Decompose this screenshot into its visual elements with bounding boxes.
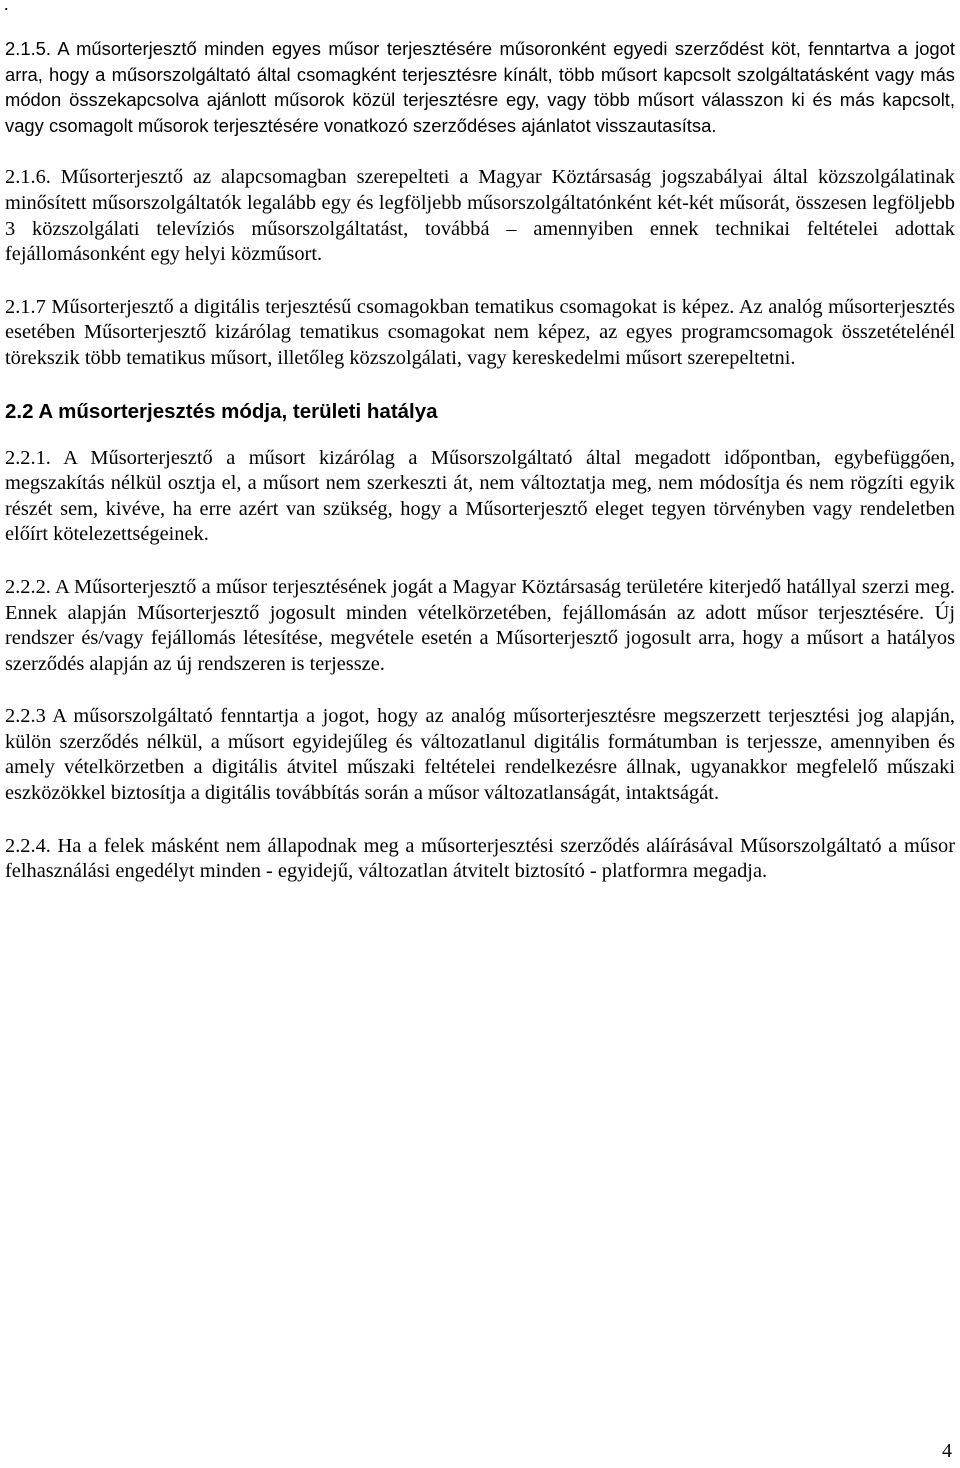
paragraph-2-1-7: 2.1.7 Műsorterjesztő a digitális terjesztésű csomagokban tematikus csomagokat is képez. Az analóg műsorterjesztés esetében Műsorterjesztő kizárólag tematikus csomagokat nem képez, az egyes programcsomagok összetételénél törekszik több tematikus műsort, illetőleg közszolgálati, vagy kereskedelmi műsort szerepeltetni. [5, 295, 955, 369]
paragraph-2-2-1: 2.2.1. A Műsorterjesztő a műsort kizárólag a Műsorszolgáltató által megadott időpontban, egybefüggően, megszakítás nélkül osztja el, a műsort nem szerkeszti át, nem változtatja meg, nem módosítja és nem rögzíti egyik részét sem, kivéve, ha erre azért van szükség, hogy a Műsorterjesztő eleget tegyen törvényben vagy rendeletben előírt kötelezettségeinek. [5, 446, 955, 546]
paragraph-2-2-4: 2.2.4. Ha a felek másként nem állapodnak meg a műsorterjesztési szerződés aláírásával Műsorszolgáltató a műsor felhasználási engedélyt minden - egyidejű, változatlan átvitelt biztosító - platformra megadja. [5, 834, 955, 883]
header-mark: . [4, 0, 9, 14]
section-heading: 2.2 A műsorterjesztés módja, területi hatálya [5, 399, 438, 423]
paragraph-2-2-3: 2.2.3 A műsorszolgáltató fenntartja a jogot, hogy az analóg műsorterjesztésre megszerzett terjesztési jog alapján, külön szerződés nélkül, a műsort egyidejűleg és változatlanul digitális formátumban is terjessze, amennyiben és amely vételkörzetben a digitális átvitel műszaki feltételei rendelkezésre állnak, ugyanakkor megfelelő műszaki eszközökkel biztosítja a digitális továbbítás során a műsor változatlanságát, intaktságát. [5, 705, 955, 805]
document-body [5, 36, 955, 912]
paragraph-2-1-5: 2.1.5. A műsorterjesztő minden egyes műsor terjesztésére műsoronként egyedi szerződést köt, fenntartva a jogot arra, hogy a műsorszolgáltató által csomagként terjesztésre kínált, több műsort kapcsolt szolgáltatásként vagy más módon összekapcsolva ajánlott műsorok közül terjesztésre egy, vagy több műsort válasszon ki és más kapcsolt, vagy csomagolt műsorok terjesztésére vonatkozó szerződéses ajánlatot visszautasítsa. [5, 38, 955, 136]
page-number: 4 [942, 1440, 952, 1462]
paragraph-2-1-6: 2.1.6. Műsorterjesztő az alapcsomagban szerepelteti a Magyar Köztársaság jogszabályai által közszolgálatinak minősített műsorszolgáltatók legalább egy és legföljebb műsorszolgáltatónként két-két műsorát, összesen legföljebb 3 közszolgálati televíziós műsorszolgáltatást, továbbá – amennyiben ennek technikai feltételei adottak fejállomásonként egy helyi közműsort. [5, 166, 955, 266]
paragraph-2-2-2: 2.2.2. A Műsorterjesztő a műsor terjesztésének jogát a Magyar Köztársaság területére kiterjedő hatállyal szerzi meg. Ennek alapján Műsorterjesztő jogosult minden vételkörzetében, fejállomásán az adott műsor terjesztésére. Új rendszer és/vagy fejállomás létesítése, megvétele esetén a Műsorterjesztő jogosult arra, hogy a műsort a hatályos szerződés alapján az új rendszeren is terjessze. [5, 575, 955, 675]
